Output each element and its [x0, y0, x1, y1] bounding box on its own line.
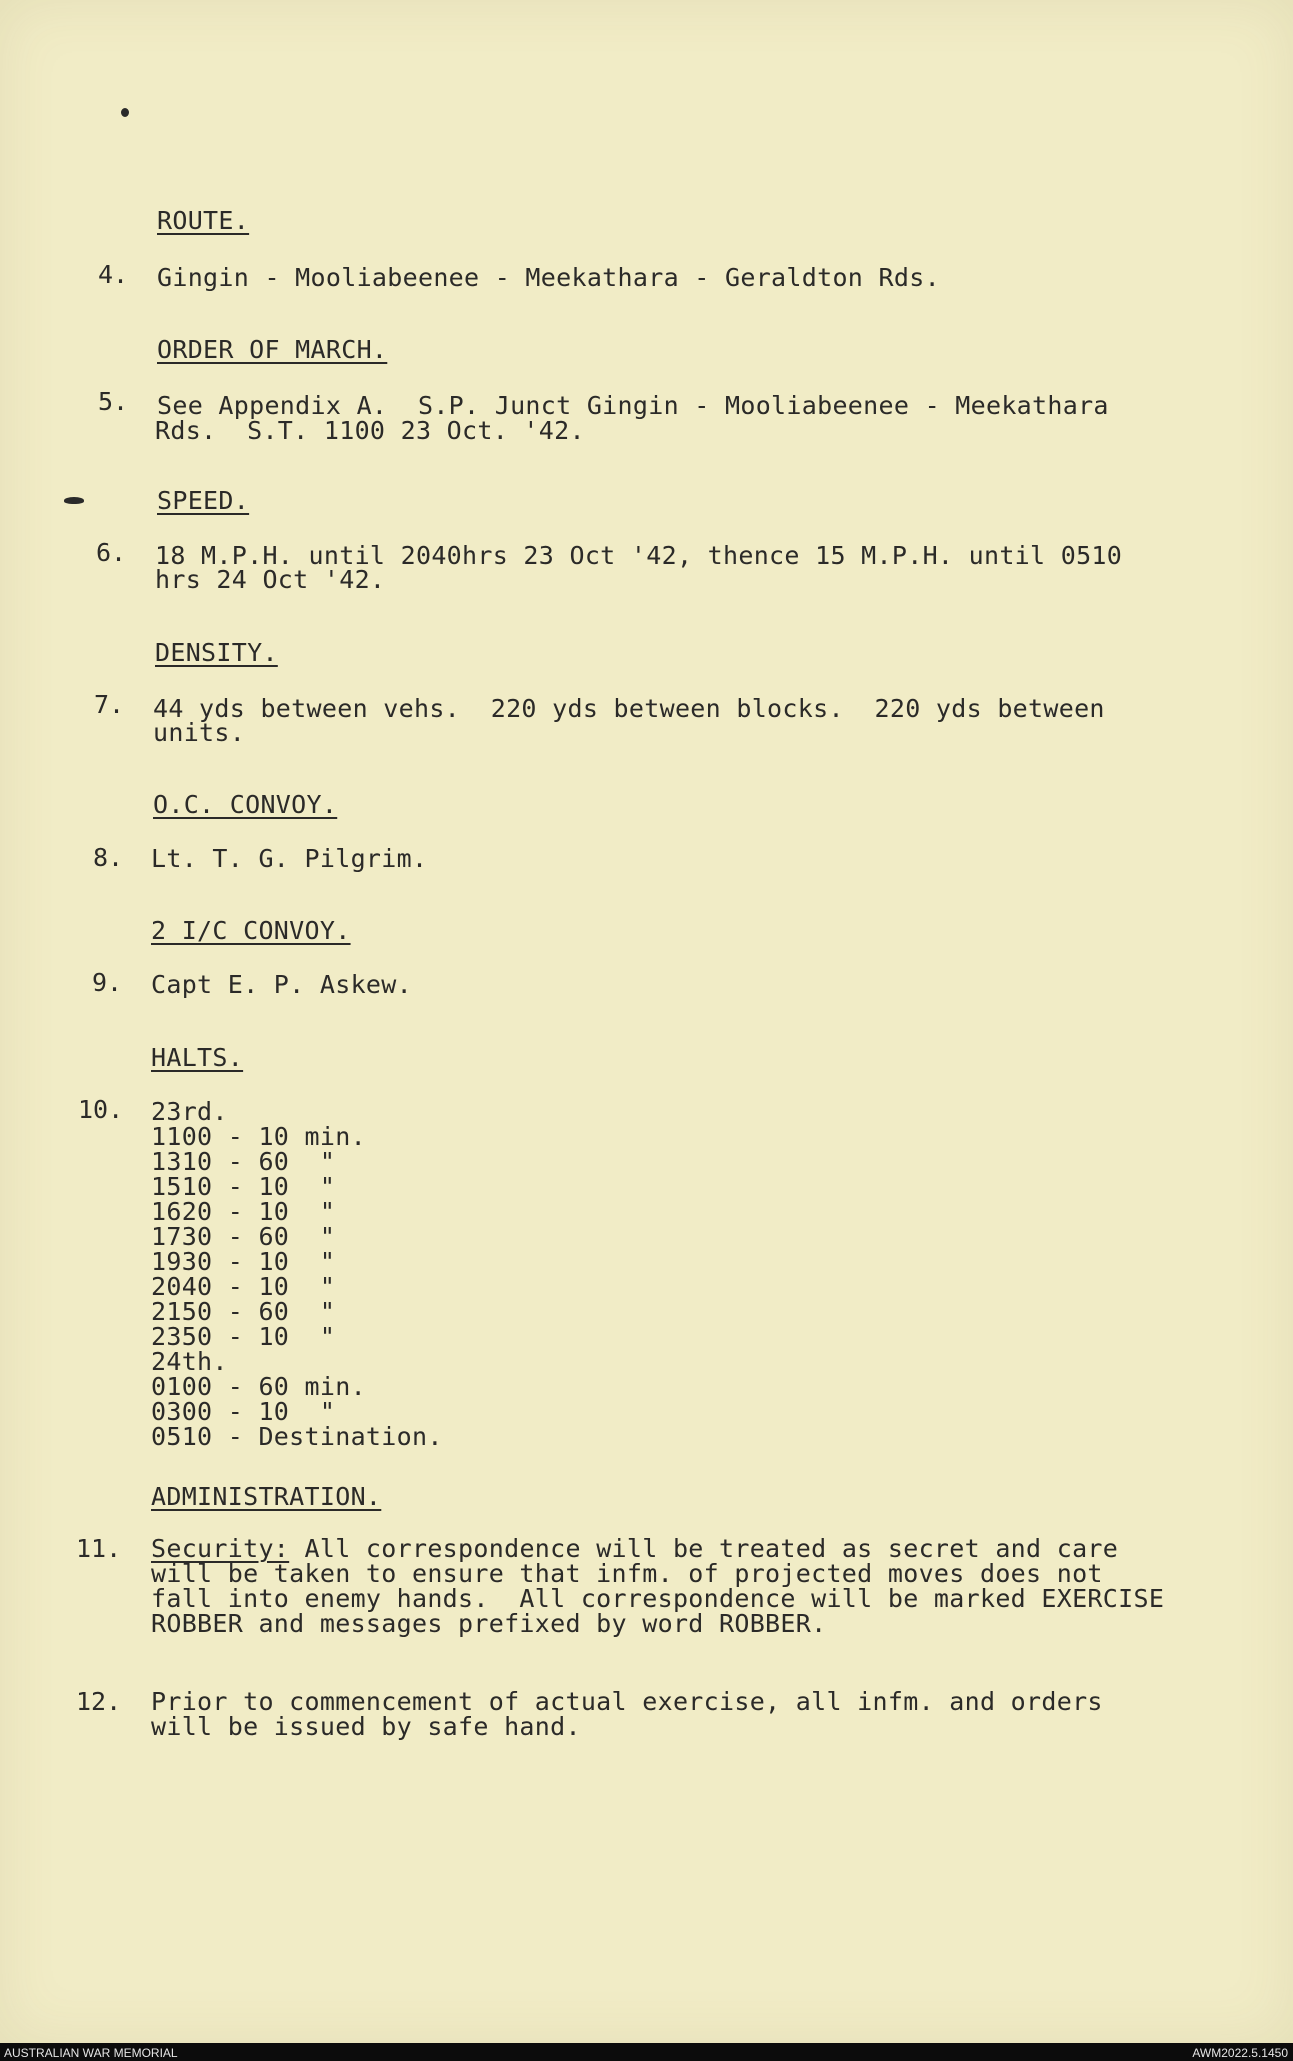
halts-day-24th: 24th.	[151, 1347, 228, 1376]
paragraph-number-5: 5.	[98, 387, 129, 416]
issue-orders-line-2: will be issued by safe hand.	[151, 1712, 581, 1741]
density-line-2: units.	[153, 718, 246, 747]
heading-2ic-convoy: 2 I/C CONVOY.	[151, 916, 351, 945]
halt-row: 2150 - 60 "	[151, 1297, 336, 1326]
heading-halts: HALTS.	[151, 1043, 244, 1072]
paragraph-number-6: 6.	[96, 538, 127, 567]
order-of-march-line-2: Rds. S.T. 1100 23 Oct. '42.	[155, 416, 585, 445]
paragraph-number-4: 4.	[98, 260, 129, 289]
ink-speck	[64, 497, 84, 504]
paragraph-number-10: 10.	[78, 1095, 124, 1124]
halt-row: 2040 - 10 "	[151, 1272, 336, 1301]
heading-order-of-march: ORDER OF MARCH.	[157, 335, 388, 364]
halt-row: 0510 - Destination.	[151, 1422, 443, 1451]
halts-day-23rd: 23rd.	[151, 1097, 228, 1126]
administration-line-2: will be taken to ensure that infm. of projected moves does not	[151, 1559, 1103, 1588]
halt-row: 1100 - 10 min.	[151, 1122, 366, 1151]
route-text: Gingin - Mooliabeenee - Meekathara - Geraldton Rds.	[157, 263, 940, 292]
halt-row: 1620 - 10 "	[151, 1197, 336, 1226]
administration-line-4: ROBBER and messages prefixed by word ROBBER.	[151, 1609, 827, 1638]
footer-accession-number: AWM2022.5.1450	[1192, 2046, 1288, 2060]
security-label: Security:	[151, 1534, 290, 1563]
security-text: All correspondence will be treated as secret and care	[289, 1534, 1119, 1563]
speed-line-2: hrs 24 Oct '42.	[155, 565, 386, 594]
halt-row: 2350 - 10 "	[151, 1322, 336, 1351]
halt-row: 1730 - 60 "	[151, 1222, 336, 1251]
density-line-1: 44 yds between vehs. 220 yds between blocks. 220 yds between	[153, 694, 1105, 723]
paragraph-number-7: 7.	[94, 690, 125, 719]
halt-row: 1930 - 10 "	[151, 1247, 336, 1276]
heading-administration: ADMINISTRATION.	[151, 1482, 382, 1511]
halt-row: 0100 - 60 min.	[151, 1372, 366, 1401]
halt-row: 1510 - 10 "	[151, 1172, 336, 1201]
speed-line-1: 18 M.P.H. until 2040hrs 23 Oct '42, thence 15 M.P.H. until 0510	[155, 541, 1123, 570]
heading-route: ROUTE.	[157, 206, 250, 235]
paragraph-number-8: 8.	[93, 843, 124, 872]
heading-density: DENSITY.	[155, 638, 278, 667]
paragraph-number-12: 12.	[76, 1687, 122, 1716]
ink-speck	[121, 108, 129, 117]
halt-row: 1310 - 60 "	[151, 1147, 336, 1176]
administration-line-3: fall into enemy hands. All correspondence will be marked EXERCISE	[151, 1584, 1165, 1613]
oc-convoy-name: Lt. T. G. Pilgrim.	[151, 844, 428, 873]
paragraph-number-9: 9.	[92, 968, 123, 997]
heading-oc-convoy: O.C. CONVOY.	[153, 790, 338, 819]
paragraph-number-11: 11.	[76, 1534, 122, 1563]
order-of-march-line-1: See Appendix A. S.P. Junct Gingin - Mooliabeenee - Meekathara	[157, 391, 1109, 420]
issue-orders-line-1: Prior to commencement of actual exercise, all infm. and orders	[151, 1687, 1103, 1716]
heading-speed: SPEED.	[157, 486, 250, 515]
footer-institution: AUSTRALIAN WAR MEMORIAL	[4, 2046, 178, 2060]
2ic-convoy-name: Capt E. P. Askew.	[151, 970, 412, 999]
halt-row: 0300 - 10 "	[151, 1397, 336, 1426]
